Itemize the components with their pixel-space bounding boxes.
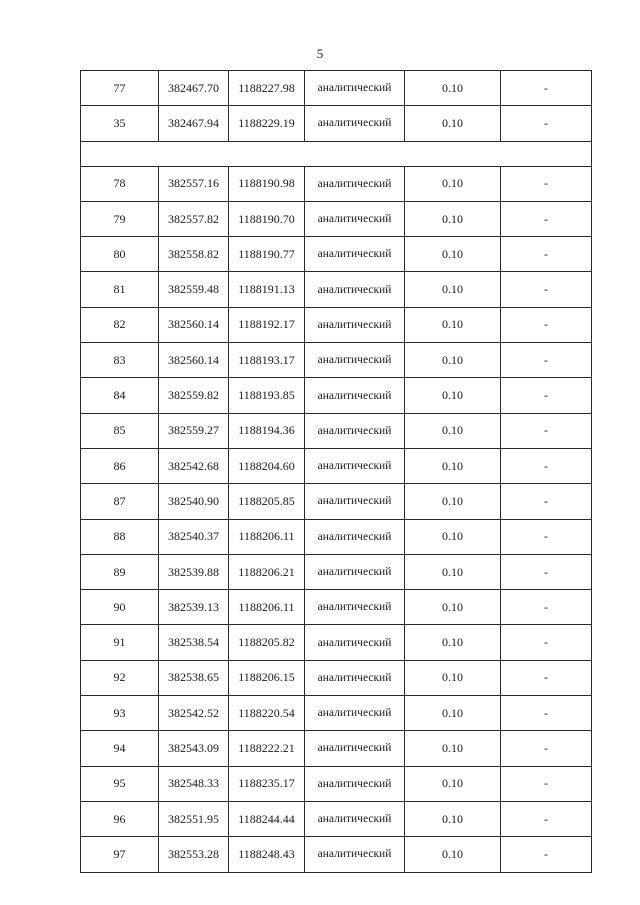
note-cell: - [501,554,592,589]
note-cell: - [501,766,592,801]
x-coordinate-cell: 382560.14 [159,307,229,342]
method-cell: аналитический [305,307,405,342]
y-coordinate-cell: 1188206.11 [229,519,305,554]
table-body-bottom [81,166,592,872]
method-cell: аналитический [305,237,405,272]
method-cell: аналитический [305,660,405,695]
x-coordinate-cell: 382542.52 [159,696,229,731]
point-number-cell: 82 [81,307,159,342]
method-cell: аналитический [305,413,405,448]
method-cell: аналитический [305,731,405,766]
point-number-cell: 83 [81,343,159,378]
note-cell: - [501,272,592,307]
y-coordinate-cell: 1188204.60 [229,448,305,483]
x-coordinate-cell: 382540.90 [159,484,229,519]
table-row [81,801,592,836]
x-coordinate-cell: 382553.28 [159,837,229,872]
y-coordinate-cell: 1188229.19 [229,106,305,141]
method-cell: аналитический [305,272,405,307]
accuracy-cell: 0.10 [405,766,501,801]
point-number-cell: 78 [81,166,159,201]
y-coordinate-cell: 1188235.17 [229,766,305,801]
y-coordinate-cell: 1188206.11 [229,590,305,625]
note-cell: - [501,484,592,519]
method-cell: аналитический [305,554,405,589]
table-row [81,766,592,801]
method-cell: аналитический [305,837,405,872]
accuracy-cell: 0.10 [405,343,501,378]
point-number-cell: 96 [81,801,159,836]
x-coordinate-cell: 382543.09 [159,731,229,766]
point-number-cell: 97 [81,837,159,872]
accuracy-cell: 0.10 [405,590,501,625]
table-row [81,484,592,519]
table-row [81,660,592,695]
point-number-cell: 91 [81,625,159,660]
table-row [81,590,592,625]
accuracy-cell: 0.10 [405,554,501,589]
page-number: 5 [316,46,324,61]
accuracy-cell: 0.10 [405,696,501,731]
accuracy-cell: 0.10 [405,660,501,695]
method-cell: аналитический [305,519,405,554]
point-number-cell: 85 [81,413,159,448]
method-cell: аналитический [305,448,405,483]
note-cell: - [501,696,592,731]
point-number-cell: 92 [81,660,159,695]
point-number-cell: 79 [81,201,159,236]
y-coordinate-cell: 1188193.17 [229,343,305,378]
y-coordinate-cell: 1188206.15 [229,660,305,695]
method-cell: аналитический [305,71,405,106]
x-coordinate-cell: 382539.88 [159,554,229,589]
y-coordinate-cell: 1188206.21 [229,554,305,589]
table-row [81,272,592,307]
y-coordinate-cell: 1188190.77 [229,237,305,272]
note-cell: - [501,837,592,872]
accuracy-cell: 0.10 [405,71,501,106]
x-coordinate-cell: 382467.70 [159,71,229,106]
x-coordinate-cell: 382539.13 [159,590,229,625]
note-cell: - [501,448,592,483]
method-cell: аналитический [305,766,405,801]
table-row [81,731,592,766]
table-row [81,837,592,872]
point-number-cell: 35 [81,106,159,141]
y-coordinate-cell: 1188227.98 [229,71,305,106]
table-row [81,448,592,483]
point-number-cell: 95 [81,766,159,801]
method-cell: аналитический [305,590,405,625]
y-coordinate-cell: 1188190.70 [229,201,305,236]
y-coordinate-cell: 1188192.17 [229,307,305,342]
x-coordinate-cell: 382540.37 [159,519,229,554]
table-spacer-row [81,141,592,166]
y-coordinate-cell: 1188194.36 [229,413,305,448]
note-cell: - [501,590,592,625]
x-coordinate-cell: 382560.14 [159,343,229,378]
method-cell: аналитический [305,106,405,141]
note-cell: - [501,237,592,272]
accuracy-cell: 0.10 [405,201,501,236]
note-cell: - [501,519,592,554]
table-row [81,519,592,554]
point-number-cell: 86 [81,448,159,483]
point-number-cell: 88 [81,519,159,554]
point-number-cell: 81 [81,272,159,307]
table-row [81,166,592,201]
y-coordinate-cell: 1188193.85 [229,378,305,413]
table-row [81,106,592,141]
accuracy-cell: 0.10 [405,106,501,141]
table-body-top [81,71,592,142]
table-row [81,201,592,236]
x-coordinate-cell: 382558.82 [159,237,229,272]
accuracy-cell: 0.10 [405,413,501,448]
accuracy-cell: 0.10 [405,448,501,483]
note-cell: - [501,378,592,413]
note-cell: - [501,307,592,342]
x-coordinate-cell: 382557.16 [159,166,229,201]
method-cell: аналитический [305,378,405,413]
accuracy-cell: 0.10 [405,166,501,201]
table-row [81,237,592,272]
table-row [81,625,592,660]
accuracy-cell: 0.10 [405,837,501,872]
point-number-cell: 93 [81,696,159,731]
note-cell: - [501,166,592,201]
y-coordinate-cell: 1188190.98 [229,166,305,201]
table-row [81,554,592,589]
note-cell: - [501,201,592,236]
accuracy-cell: 0.10 [405,801,501,836]
table-row [81,413,592,448]
method-cell: аналитический [305,625,405,660]
accuracy-cell: 0.10 [405,272,501,307]
method-cell: аналитический [305,343,405,378]
note-cell: - [501,625,592,660]
note-cell: - [501,343,592,378]
x-coordinate-cell: 382559.48 [159,272,229,307]
y-coordinate-cell: 1188205.82 [229,625,305,660]
accuracy-cell: 0.10 [405,519,501,554]
accuracy-cell: 0.10 [405,731,501,766]
point-number-cell: 77 [81,71,159,106]
table-row [81,343,592,378]
x-coordinate-cell: 382548.33 [159,766,229,801]
table-row [81,696,592,731]
x-coordinate-cell: 382538.54 [159,625,229,660]
table-row [81,378,592,413]
method-cell: аналитический [305,166,405,201]
note-cell: - [501,660,592,695]
note-cell: - [501,71,592,106]
method-cell: аналитический [305,696,405,731]
accuracy-cell: 0.10 [405,625,501,660]
table-row [81,307,592,342]
note-cell: - [501,801,592,836]
note-cell: - [501,731,592,766]
x-coordinate-cell: 382538.65 [159,660,229,695]
accuracy-cell: 0.10 [405,484,501,519]
accuracy-cell: 0.10 [405,378,501,413]
x-coordinate-cell: 382559.82 [159,378,229,413]
table-row [81,71,592,106]
y-coordinate-cell: 1188191.13 [229,272,305,307]
point-number-cell: 90 [81,590,159,625]
x-coordinate-cell: 382557.82 [159,201,229,236]
y-coordinate-cell: 1188244.44 [229,801,305,836]
x-coordinate-cell: 382542.68 [159,448,229,483]
note-cell: - [501,106,592,141]
x-coordinate-cell: 382551.95 [159,801,229,836]
point-number-cell: 87 [81,484,159,519]
x-coordinate-cell: 382559.27 [159,413,229,448]
method-cell: аналитический [305,801,405,836]
note-cell: - [501,413,592,448]
accuracy-cell: 0.10 [405,237,501,272]
point-number-cell: 89 [81,554,159,589]
y-coordinate-cell: 1188205.85 [229,484,305,519]
coordinates-table [80,70,592,873]
y-coordinate-cell: 1188220.54 [229,696,305,731]
table-spacer-section [81,141,592,166]
table-spacer-cell [81,141,592,166]
y-coordinate-cell: 1188222.21 [229,731,305,766]
x-coordinate-cell: 382467.94 [159,106,229,141]
point-number-cell: 80 [81,237,159,272]
method-cell: аналитический [305,201,405,236]
accuracy-cell: 0.10 [405,307,501,342]
point-number-cell: 84 [81,378,159,413]
point-number-cell: 94 [81,731,159,766]
y-coordinate-cell: 1188248.43 [229,837,305,872]
method-cell: аналитический [305,484,405,519]
